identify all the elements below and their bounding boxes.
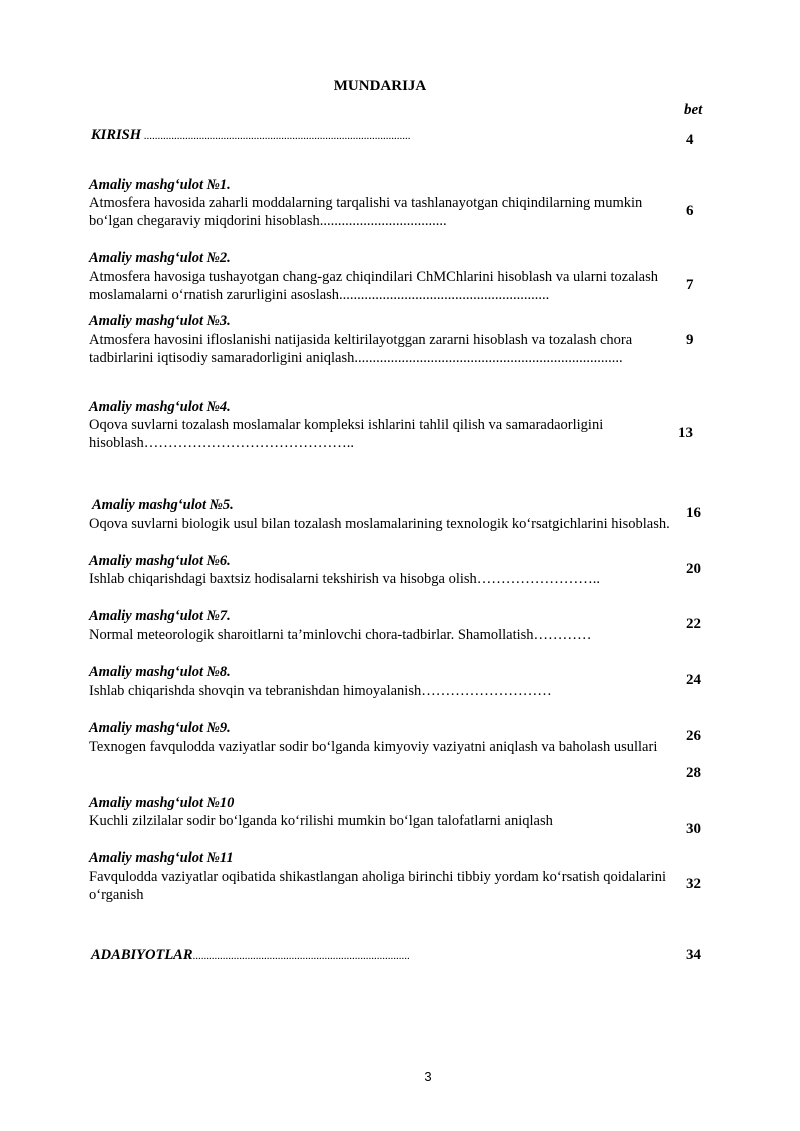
toc-item-6-text: Ishlab chiqarishdagi baxtsiz hodisalarni tekshirish va hisobga olish…………………….. [89, 571, 601, 587]
toc-item-7-heading[interactable]: Amaliy mashg‘ulot №7. [89, 608, 231, 624]
toc-intro-leader: ................................................................................................. [140, 130, 411, 142]
toc-intro-label: KIRISH [91, 127, 141, 143]
toc-intro-page: 4 [686, 132, 694, 148]
toc-item-1-page: 6 [686, 203, 694, 219]
toc-item-5-page: 16 [686, 505, 701, 521]
toc-references-page: 34 [686, 947, 701, 963]
page-number: 3 [424, 1069, 432, 1084]
toc-item-10-text: Kuchli zilzilalar sodir bo‘lganda ko‘rilishi mumkin bo‘lgan talofatlarni aniqlash [89, 813, 553, 829]
toc-item-11-heading[interactable]: Amaliy mashg‘ulot №11 [89, 850, 234, 866]
toc-item-10-heading[interactable]: Amaliy mashg‘ulot №10 [89, 795, 235, 811]
toc-item-6-page: 20 [686, 561, 701, 577]
toc-references-leader: ............................................................................... [192, 950, 410, 962]
toc-item-3-page: 9 [686, 332, 694, 348]
toc-item-4-heading[interactable]: Amaliy mashg‘ulot №4. [89, 399, 231, 415]
toc-item-4-page: 13 [678, 425, 693, 441]
toc-item-5-heading[interactable]: Amaliy mashg‘ulot №5. [92, 497, 234, 513]
toc-item-7-text: Normal meteorologik sharoitlarni ta’minlovchi chora-tadbirlar. Shamollatish………… [89, 627, 592, 643]
toc-item-1-heading[interactable]: Amaliy mashg‘ulot №1. [89, 177, 231, 193]
toc-item-3-text: Atmosfera havosini ifloslanishi natijasida keltirilayotggan zararni hisoblash va tozalash chora tadbirlarini iqtisodiy samaradorligini aniqlash.......................................................................... [89, 332, 633, 366]
toc-item-8-page: 24 [686, 672, 701, 688]
toc-item-5-text: Oqova suvlarni biologik usul bilan tozalash moslamalarining texnologik ko‘rsatgichlarini hisoblash. [89, 516, 670, 532]
toc-item-9-page: 26 [686, 728, 701, 744]
toc-item-2-page: 7 [686, 277, 694, 293]
toc-item-7-page: 22 [686, 616, 701, 632]
toc-item-9-heading[interactable]: Amaliy mashg‘ulot №9. [89, 720, 231, 736]
toc-item-9-page-extra: 28 [686, 765, 701, 781]
toc-item-6-heading[interactable]: Amaliy mashg‘ulot №6. [89, 553, 231, 569]
toc-intro[interactable] [91, 126, 681, 145]
toc-item-11-text: Favqulodda vaziyatlar oqibatida shikastlangan aholiga birinchi tibbiy yordam ko‘rsatish qoidalarini o‘rganish [89, 869, 667, 903]
page-column-label: bet [684, 102, 703, 118]
toc-item-8-text: Ishlab chiqarishda shovqin va tebranishdan himoyalanish……………………… [89, 683, 552, 699]
toc-item-1-text: Atmosfera havosida zaharli moddalarning tarqalishi va tashlanayotgan chiqindilarning mumkin bo‘lgan chegaraviy miqdorini hisoblash................................... [89, 195, 643, 229]
toc-references-label: ADABIYOTLAR [91, 947, 193, 963]
toc-item-3-heading[interactable]: Amaliy mashg‘ulot №3. [89, 313, 231, 329]
toc-item-11-page: 32 [686, 876, 701, 892]
toc-item-9-text: Texnogen favqulodda vaziyatlar sodir bo‘lganda kimyoviy vaziyatni aniqlash va baholash usullari [89, 739, 658, 755]
toc-item-2-heading[interactable]: Amaliy mashg‘ulot №2. [89, 250, 231, 266]
toc-item-4-text: Oqova suvlarni tozalash moslamalar kompleksi ishlarini tahlil qilish va samaradaorligini hisoblash…………………………………….. [89, 417, 604, 451]
toc-references[interactable] [91, 946, 681, 965]
toc-item-2-text: Atmosfera havosiga tushayotgan chang-gaz chiqindilari ChMChlarini hisoblash va ularni tozalash moslamalarni o‘rnatish zarurligini asoslash.......................................................... [89, 269, 658, 303]
toc-item-10-page: 30 [686, 821, 701, 837]
page-title: MUNDARIJA [333, 78, 427, 94]
toc-item-8-heading[interactable]: Amaliy mashg‘ulot №8. [89, 664, 231, 680]
